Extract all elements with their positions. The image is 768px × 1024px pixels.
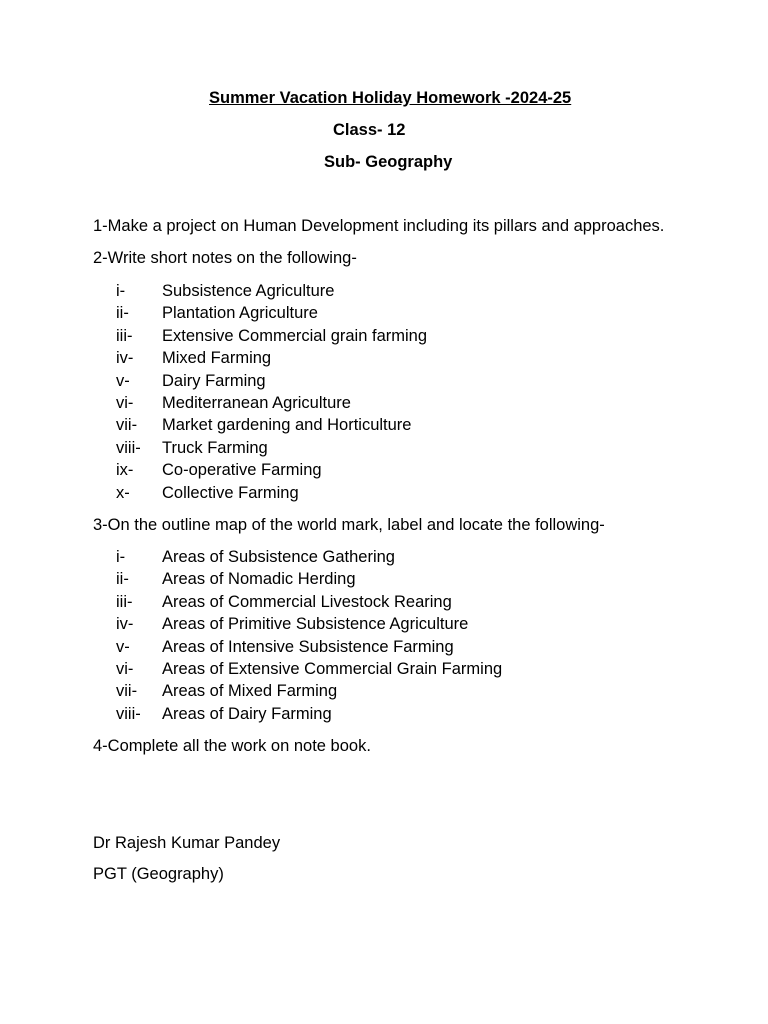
list-item-number: v- — [116, 371, 130, 390]
list-item-number: iv- — [116, 349, 134, 368]
list-item — [116, 482, 427, 504]
question-1: 1-Make a project on Human Development including its pillars and approaches. — [93, 217, 665, 235]
list-item-text: Subsistence Agriculture — [162, 282, 335, 300]
list-item-number: viii- — [116, 438, 141, 457]
list-item-number: i- — [116, 282, 126, 300]
list-item — [116, 636, 502, 658]
list-item-text: Areas of Subsistence Gathering — [162, 548, 395, 566]
list-item-number: ix- — [116, 461, 134, 480]
list-item-text: Market gardening and Horticulture — [162, 416, 412, 435]
list-item-text: Areas of Commercial Livestock Rearing — [162, 592, 452, 611]
list-item-text: Mediterranean Agriculture — [162, 393, 351, 412]
list-item-text: Plantation Agriculture — [162, 304, 318, 323]
list-item — [116, 437, 427, 459]
list-item — [116, 370, 427, 392]
list-item-text: Areas of Extensive Commercial Grain Farming — [162, 659, 503, 678]
list-item-number: ii- — [116, 304, 129, 323]
list-item — [116, 414, 427, 436]
list-item-number: x- — [116, 483, 130, 502]
list-item-number: iv- — [116, 615, 134, 634]
list-item-text: Collective Farming — [162, 483, 299, 502]
teacher-designation: PGT (Geography) — [93, 865, 224, 883]
list-item — [116, 392, 427, 414]
list-item-number: vi- — [116, 393, 134, 412]
list-item — [116, 680, 502, 702]
list-item-number: i- — [116, 548, 126, 566]
list-item-number: ii- — [116, 570, 129, 589]
list-item — [116, 703, 502, 725]
teacher-name: Dr Rajesh Kumar Pandey — [93, 834, 281, 852]
list-item — [116, 459, 427, 481]
list-item — [116, 280, 427, 302]
question-4: 4-Complete all the work on note book. — [93, 737, 371, 755]
list-item — [116, 302, 427, 324]
list-item — [116, 591, 502, 613]
list-item-text: Mixed Farming — [162, 349, 272, 368]
list-item-text: Truck Farming — [162, 438, 268, 457]
list-item-number: viii- — [116, 704, 141, 723]
list-item — [116, 325, 427, 347]
list-item — [116, 568, 502, 590]
list-item-number: v- — [116, 637, 130, 656]
subject-label: Sub- Geography — [324, 153, 453, 171]
document-title: Summer Vacation Holiday Homework -2024-25 — [209, 89, 572, 107]
list-item-text: Areas of Nomadic Herding — [162, 570, 356, 589]
list-item-number: iii- — [116, 326, 133, 345]
class-label: Class- 12 — [333, 121, 406, 139]
list-item-text: Areas of Mixed Farming — [162, 682, 338, 701]
list-item-text: Areas of Dairy Farming — [162, 704, 332, 723]
list-item-text: Areas of Primitive Subsistence Agriculture — [162, 615, 469, 634]
list-item — [116, 546, 502, 568]
question-2: 2-Write short notes on the following- — [93, 249, 357, 267]
list-item-number: iii- — [116, 592, 133, 611]
question-3: 3-On the outline map of the world mark, label and locate the following- — [93, 516, 605, 534]
list-item-text: Co-operative Farming — [162, 461, 322, 480]
map-work-list — [116, 546, 502, 725]
short-notes-list — [116, 280, 427, 504]
list-item-number: vi- — [116, 659, 134, 678]
list-item-text: Dairy Farming — [162, 371, 266, 390]
list-item-text: Extensive Commercial grain farming — [162, 326, 428, 345]
list-item — [116, 613, 502, 635]
list-item-number: vii- — [116, 416, 138, 435]
list-item-number: vii- — [116, 682, 138, 701]
list-item-text: Areas of Intensive Subsistence Farming — [162, 637, 454, 656]
list-item — [116, 347, 427, 369]
list-item — [116, 658, 502, 680]
